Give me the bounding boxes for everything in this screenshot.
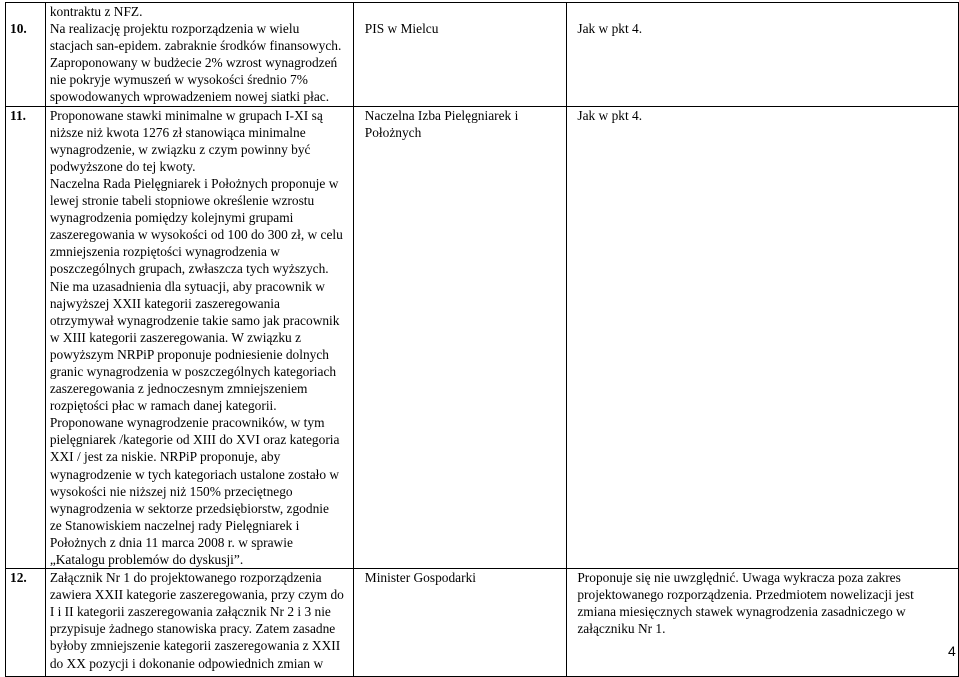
text-line: kontraktu z NFZ. [49,4,143,19]
table-row [6,3,959,107]
text-line: niższe niż kwota 1276 zł stanowiąca minimalne [49,124,306,140]
comment-source: PIS w Mielcu [353,3,567,107]
comment-source: Naczelna Izba Pielęgniarek i Położnych [353,106,567,569]
text-line: pielęgniarek /kategorie od XIII do XVI oraz kategoria [49,432,340,448]
text-line: spowodowanych wprowadzeniem nowej siatki płac. [49,89,330,105]
text-line: byłoby zmniejszenie kategorii zaszeregowania z XXII [49,638,341,654]
text-line: wysokości nie niższej niż 150% przeciętnego [49,483,293,499]
comment-text [45,3,353,107]
text-line: poszczególnych grupach, zwłaszcza tych wyższych. [49,261,329,277]
text-line: Załącznik Nr 1 do projektowanego rozporządzenia [49,570,322,586]
text-line: zmniejszenia rozpiętości wynagrodzenia w [49,244,280,260]
text-line: zaszeregowania w wysokości od 100 do 300 zł, w celu [49,227,343,243]
page-number: 4 [948,643,956,659]
text-line: stacjach san-epidem. zabraknie środków finansowych. [49,38,342,54]
text-line: w XIII kategorii zaszeregowania. W związku z [49,329,302,345]
text-line: XXI / jest za niskie. NRPiP proponuje, aby [49,449,281,465]
comment-response: Jak w pkt 4. [567,106,959,569]
text-line: rozpiętości płac w ramach danej kategorii. [49,398,277,414]
text-line: wynagrodzenia pomiędzy kolejnymi grupami [49,210,294,226]
text-line: Zaproponowany w budżecie 2% wzrost wynagrodzeń [49,55,338,71]
text-line: Naczelna Rada Pielęgniarek i Położnych proponuje w [49,175,339,191]
comment-text [45,569,353,677]
text-line: do XX pozycji i dokonanie odpowiednich zmian w [49,655,324,671]
text-line: lewej stronie tabeli stopniowe określenie wzrostu [49,193,315,209]
comment-text [45,106,353,569]
text-line: najwyższej XXII kategorii zaszeregowania [49,295,280,311]
row-number: 10. [6,3,46,107]
text-line: Nie ma uzasadnienia dla sytuacji, aby pracownik w [49,278,325,294]
text-line: Proponowane stawki minimalne w grupach I-XI są [49,107,323,123]
text-line: wynagrodzenia w sektorze przedsiębiorstw, zgodnie [49,500,329,516]
text-line: przypisuje żadnego stanowiska pracy. Zatem zasadne [49,621,336,637]
text-line: zawiera XXII kategorie zaszeregowania, przy czym do [49,587,344,603]
text-line: ze Stanowiskiem naczelnej rady Pielęgniarek i [49,517,300,533]
text-line: podwyższone do tej kwoty. [49,158,196,174]
text-line: nie pokryje wymuszeń w wysokości średnio 7% [49,72,308,88]
row-number: 11. [6,106,46,569]
text-line: powyższym NRPiP proponuje podniesienie dolnych [49,346,330,362]
text-line: otrzymywał wynagrodzenie takie samo jak pracownik [49,312,340,328]
text-line: wynagrodzenie, w związku z czym powinny być [49,141,311,157]
comments-table [5,2,959,677]
text-line: zaszeregowania z jednoczesnym zmniejszeniem [49,381,308,397]
text-line: wynagrodzenie w tych kategoriach ustalone zostało w [49,466,340,482]
text-line: granic wynagrodzenia w poszczególnych kategoriach [49,363,337,379]
text-line: Proponowane wynagrodzenie pracowników, w tym [49,415,325,431]
text-line: Położnych z dnia 11 marca 2008 r. w sprawie [49,534,293,550]
text-line: Na realizację projektu rozporządzenia w wielu [49,21,300,37]
row-number: 12. [6,569,46,677]
table-row [6,569,959,677]
table-row [6,106,959,569]
comment-response: Proponuje się nie uwzględnić. Uwaga wykracza poza zakres projektowanego rozporządzenia. Przedmiotem nowelizacji jest zmiana miesięcznych stawek wynagrodzenia zasadniczego w załączniku Nr 1. [567,569,959,677]
text-line: „Katalogu problemów do dyskusji”. [49,552,244,567]
text-line: I i II kategorii zaszeregowania załącznik Nr 2 i 3 nie [49,604,331,620]
comment-source: Minister Gospodarki [353,569,567,677]
comment-response: Jak w pkt 4. [567,3,959,107]
